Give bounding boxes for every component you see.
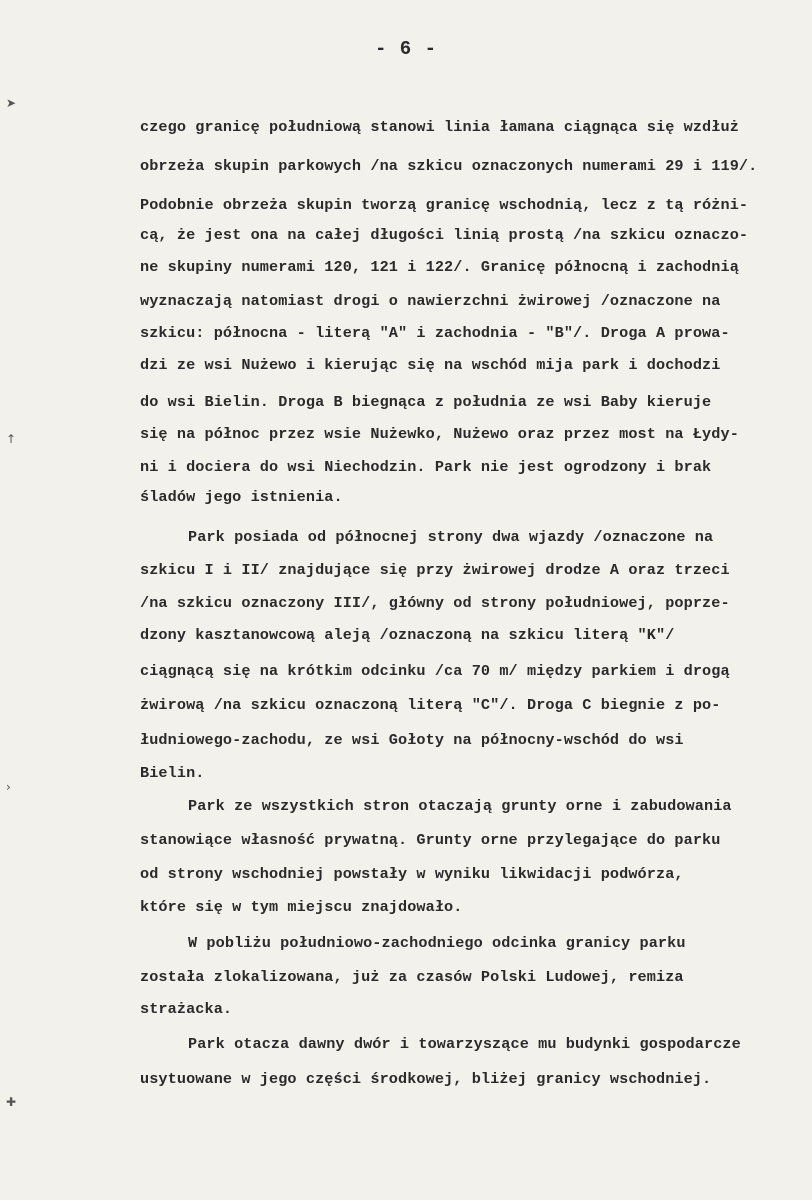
text-line: wyznaczają natomiast drogi o nawierzchni żwirowej /oznaczone na [140, 292, 721, 310]
text-line: ne skupiny numerami 120, 121 i 122/. Granicę północną i zachodnią [140, 258, 739, 276]
text-line: Park otacza dawny dwór i towarzyszące mu budynki gospodarcze [188, 1035, 741, 1053]
text-line: dzony kasztanowcową aleją /oznaczoną na szkicu literą "K"/ [140, 626, 675, 644]
text-line: została zlokalizowana, już za czasów Polski Ludowej, remiza [140, 968, 684, 986]
text-line: Bielin. [140, 764, 205, 782]
text-line: śladów jego istnienia. [140, 488, 343, 506]
text-line: się na północ przez wsie Nużewko, Nużewo oraz przez most na Łydy- [140, 425, 739, 443]
text-line: czego granicę południową stanowi linia łamana ciągnąca się wzdłuż [140, 118, 739, 136]
text-line: łudniowego-zachodu, ze wsi Gołoty na północny-wschód do wsi [140, 731, 684, 749]
text-line: żwirową /na szkicu oznaczoną literą "C"/. Droga C biegnie z po- [140, 696, 721, 714]
text-line: szkicu: północna - literą "A" i zachodnia - "B"/. Droga A prowa- [140, 324, 730, 342]
text-line: od strony wschodniej powstały w wyniku likwidacji podwórza, [140, 865, 684, 883]
text-line: /na szkicu oznaczony III/, główny od strony południowej, poprze- [140, 594, 730, 612]
margin-mark-icon: ↑ [6, 432, 17, 446]
page-number: - 6 - [374, 38, 437, 60]
margin-mark-icon: ➤ [6, 96, 17, 110]
text-line: ciągnącą się na krótkim odcinku /ca 70 m/ między parkiem i drogą [140, 662, 730, 680]
margin-mark-icon: ✚ [6, 1095, 17, 1109]
text-line: Podobnie obrzeża skupin tworzą granicę wschodnią, lecz z tą różni- [140, 196, 749, 214]
text-line: Park ze wszystkich stron otaczają grunty orne i zabudowania [188, 797, 732, 815]
text-line: szkicu I i II/ znajdujące się przy żwirowej drodze A oraz trzeci [140, 561, 730, 579]
text-line: ni i dociera do wsi Niechodzin. Park nie jest ogrodzony i brak [140, 458, 712, 476]
text-line: cą, że jest ona na całej długości linią prostą /na szkicu oznaczo- [140, 226, 749, 244]
text-line: które się w tym miejscu znajdowało. [140, 898, 463, 916]
text-line: stanowiące własność prywatną. Grunty orne przylegające do parku [140, 831, 721, 849]
text-line: W pobliżu południowo-zachodniego odcinka granicy parku [188, 934, 686, 952]
text-line: usytuowane w jego części środkowej, bliżej granicy wschodniej. [140, 1070, 712, 1088]
text-line: dzi ze wsi Nużewo i kierując się na wschód mija park i dochodzi [140, 356, 721, 374]
text-line: strażacka. [140, 1000, 233, 1018]
text-line: Park posiada od północnej strony dwa wjazdy /oznaczone na [188, 528, 714, 546]
text-line: do wsi Bielin. Droga B biegnąca z południa ze wsi Baby kieruje [140, 393, 712, 411]
margin-mark-icon: › [6, 780, 11, 794]
text-line: obrzeża skupin parkowych /na szkicu oznaczonych numerami 29 i 119/. [140, 157, 758, 175]
